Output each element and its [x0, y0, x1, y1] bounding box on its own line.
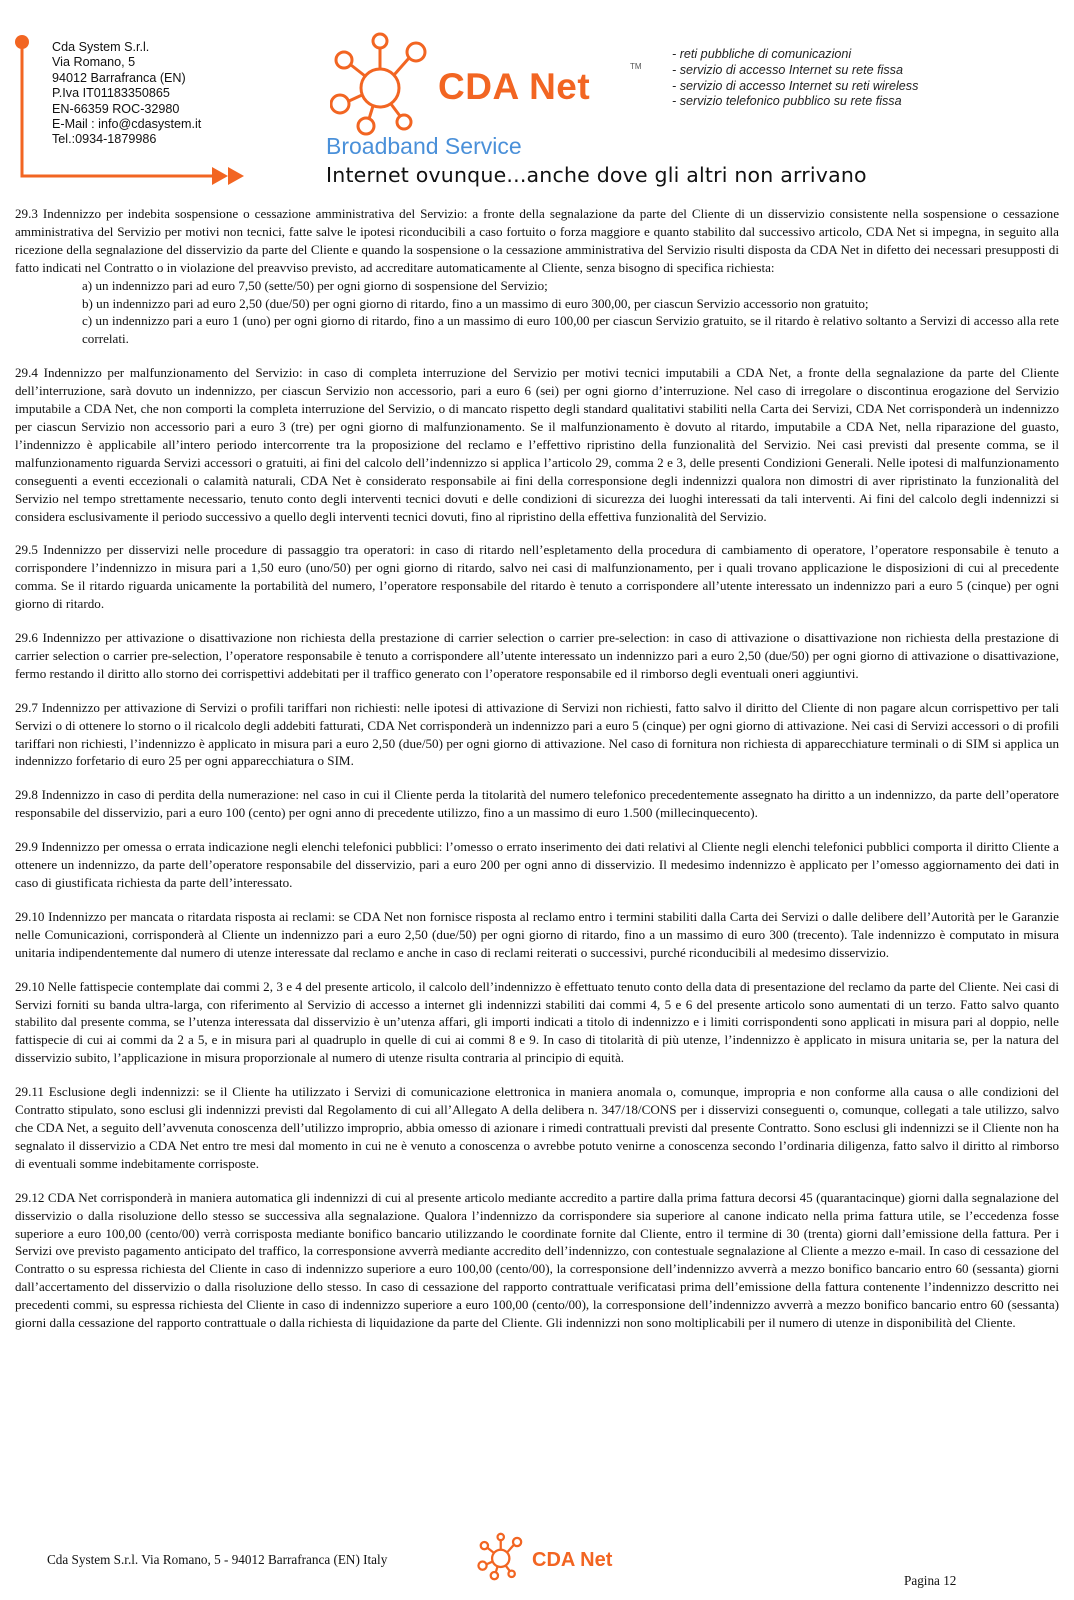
clause-29-10-fattispecie: 29.10 Nelle fattispecie contemplate dai commi 2, 3 e 4 del presente articolo, il calcolo dell’indennizzo è effettuato tenuto conto della data di presentazione del reclamo da parte del Cliente. Nei casi di Servizi forniti su banda ultra-larga, con riferimento al Servizio di accesso a internet gli indennizzi stabiliti dai commi 4, 5 e 6 del presente articolo sono aumentati di un terzo. Fatto salvo quanto stabilito dal presente comma, se l’utenza interessata dal disservizio è un’utenza affari, gli importi indicati a titolo di indennizzo e i limiti corrispondenti sono applicati in misura pari al doppio, nelle fattispecie di cui ai commi da 2 a 5, e in misura pari al quadruplo in quelle di cui ai commi 8 e 9. In caso di titolarità di più utenze, l’indennizzo è applicato in misura unitaria se, per la natura del disservizio subito, l’applicazione in misura proporzionale al numero di utenze risulta contraria al principio di equità. — [15, 978, 1059, 1066]
clause-29-6: 29.6 Indennizzo per attivazione o disattivazione non richiesta della prestazione di carrier selection o carrier pre-selection: in caso di attivazione o disattivazione non richiesta della prestazione di carrier selection o carrier pre-selection, l’operatore responsabile è tenuto a corrispondere all’utente interessato un indennizzo pari a euro 2,50 (due/50) per ogni giorno di attivazione o disattivazione, fermo restando il diritto allo storno dei corrispettivi addebitati per il traffico generato con l’operatore responsabile ed il rimborso degli eventuali oneri aggiuntivi. — [15, 630, 1059, 681]
clause-29-5: 29.5 Indennizzo per disservizi nelle procedure di passaggio tra operatori: in caso di ritardo nell’espletamento della procedura di cambiamento di operatore, l’operatore responsabile è tenuto a corrispondere l’indennizzo in misura pari a 1,50 euro (uno/50) per ogni giorno di ritardo, salvo nei casi di malfunzionamento, per i quali trovano applicazione le disposizioni di cui al precedente comma. Se il ritardo riguarda unicamente la portabilità del numero, l’operatore responsabile del ritardo è tenuto a corrispondere all’utente interessato un indennizzo pari a euro 5 (cinque) per ogni giorno di ritardo. — [15, 542, 1059, 612]
company-email: E-Mail : info@cdasystem.it — [52, 117, 202, 132]
service-item: - servizio di accesso Internet su rete fissa — [672, 62, 903, 77]
clause-29-11: 29.11 Esclusione degli indennizzi: se il Cliente ha utilizzato i Servizi di comunicazione elettronica in maniera anomala o, comunque, impropria e non conforme alla causa o alle condizioni del Contratto stipulato, sono esclusi gli indennizzi previsti dal Regolamento di cui all’Allegato A della delibera n. 347/18/CONS per i disservizi conseguenti o, comunque, collegati a tale utilizzo, salvo che CDA Net, a seguito dell’avvenuta conoscenza dell’utilizzo improprio, abbia omesso di azionare i rimedi contrattuali previsti dal presente Contratto. Sono esclusi gli indennizzi se il Cliente non ha segnalato il disservizio a CDA Net entro tre mesi dal momento in cui ne è venuto a conoscenza o avrebbe potuto venirne a conoscenza secondo l’ordinaria diligenza, fatto salvo il diritto al rimborso di eventuali somme indebitamente corrisposte. — [15, 1084, 1059, 1171]
clause-29-10-reclami: 29.10 Indennizzo per mancata o ritardata risposta ai reclami: se CDA Net non fornisce risposta al reclamo entro i termini stabiliti dalla Carta dei Servizi o dalle delibere dell’Autorità per le Garanzie nelle Comunicazioni, corrisponderà al Cliente un indennizzo pari a euro 2,50 (due/50) per ogni giorno di ritardo, fino a un massimo di euro 300 (trecento). Tale indennizzo è computato in misura unitaria indipendentemente dal numero di utenze interessate dal reclamo e anche in caso di reclami reiterati o successivi, purché riconducibili al medesimo disservizio. — [15, 908, 1059, 960]
company-registry: EN-66359 ROC-32980 — [52, 101, 180, 116]
clause-29-3-item-c: c) un indennizzo pari a euro 1 (uno) per ogni giorno di ritardo, fino a un massimo di euro 100,00 per ciascun Servizio gratuito, se il ritardo è relativo soltanto a Servizi di accesso alla rete correlati. — [82, 313, 1059, 347]
company-street: Via Romano, 5 — [52, 55, 136, 70]
service-item: - servizio di accesso Internet su reti wireless — [672, 78, 919, 93]
page-header — [0, 0, 1074, 200]
service-item: - reti pubbliche di comunicazioni — [672, 47, 852, 61]
page-number: Pagina 12 — [904, 1573, 957, 1588]
company-city: 94012 Barrafranca (EN) — [52, 70, 186, 85]
clause-29-3: 29.3 Indennizzo per indebita sospensione o cessazione amministrativa del Servizio: a fronte della segnalazione da parte del Cliente di un disservizio consistente nella sospensione o cessazione amministrativa del Servizio per motivi non tecnici, fatte salve le ipotesi riconducibili a caso fortuito o forza maggiore e quanto stabilito dal successivo articolo, CDA Net si impegna, in seguito alla ricezione della segnalazione del disservizio da parte del Cliente e quando la sospensione o la cessazione amministrativa del Servizio risulti disposta da CDA Net in difetto dei necessari presupposti di fatto indicati nel Contratto o in violazione del preavviso previsto, ad accreditare automaticamente al Cliente, senza bisogno di specifica richiesta: — [15, 206, 1059, 275]
clause-29-7: 29.7 Indennizzo per attivazione di Servizi o profili tariffari non richiesti: nelle ipotesi di attivazione di Servizi non richiesti, fatto salvo il diritto del Cliente di non pagare alcun corrispettivo per tali Servizi o di ottenere lo storno o il ricalcolo degli addebiti fatturati, CDA Net corrisponderà un indennizzo pari a euro 5 (cinque) per ogni giorno di attivazione. Nei casi di Servizi accessori o di profili tariffari non richiesti, l’indennizzo è applicato in misura pari a euro 2,50 (due/50) per ogni giorno di attivazione. Nel caso di fornitura non richiesta di apparecchiature terminali o di SIM si applica un indennizzo forfetario di euro 25 per ogni apparecchiatura o SIM. — [15, 699, 1059, 769]
clause-29-3-item-b: b) un indennizzo pari ad euro 2,50 (due/50) per ogni giorno di ritardo, fino a un massimo di euro 300,00, per ciascun Servizio accessorio non gratuito; — [82, 295, 869, 311]
clause-29-12: 29.12 CDA Net corrisponderà in maniera automatica gli indennizzi di cui al presente articolo mediante accredito a partire dalla prima fattura decorsi 45 (quarantacinque) giorni dalla segnalazione del disservizio o dalla risoluzione dello stesso se successiva alla segnalazione. Qualora l’indennizzo da corrispondere sia superiore al canone indicato nella prima fattura utile, se l’eccedenza fosse superiore a euro 100,00 (cento/00) verrà corrisposta mediante bonifico bancario utilizzando le coordinate fornite dal Cliente, entro il termine di 30 (trenta) giorni dall’emissione della fattura. Per i Servizi ove previsto pagamento anticipato del traffico, la corresponsione avverrà mediante accredito dell’indennizzo, con contestuale segnalazione al Cliente a mezzo e-mail. In caso di cessazione del Contratto o su espressa richiesta del Cliente in caso di indennizzo superiore a euro 100,00 (cento/00), la corresponsione dell’indennizzo avverrà a mezzo bonifico bancario entro 60 (sessanta) giorni dall’accertamento del disservizio o dalla risoluzione dello stesso. In caso di cessazione del rapporto contrattuale verificatasi prima dell’emissione della fattura contenente l’indennizzo descritto nei precedenti commi, su espressa richiesta del Cliente in caso di indennizzo superiore a euro 100,00 (cento/00), la corresponsione dell’indennizzo avverrà a mezzo bonifico bancario entro 60 (sessanta) giorni dalla cessazione del rapporto contrattuale o dalla richiesta di liquidazione da parte del Cliente. Gli indennizzi non sono moltiplicabili per il numero di utenze in disponibilità del Cliente. — [15, 1189, 1059, 1331]
clause-29-4: 29.4 Indennizzo per malfunzionamento del Servizio: in caso di completa interruzione del Servizio per motivi tecnici imputabili a CDA Net, a fronte della segnalazione da parte del Cliente dell’interruzione, sarà dovuto un indennizzo, per ciascun Servizio non accessorio, pari a euro 6 (sei) per ogni giorno d’interruzione. Nel caso di irregolare o discontinua erogazione del Servizio imputabile a CDA Net, che non comporti la completa interruzione del Servizio, o di mancato rispetto degli standard qualitativi stabiliti nella Carta dei Servizi, CDA Net corrisponderà un indennizzo per ciascun Servizio non accessorio pari a euro 3 (tre) per ogni giorno di malfunzionamento. Se il malfunzionamento è dovuto al ritardo, imputabile a CDA Net, nella riparazione del guasto, l’indennizzo è applicabile all’intero periodo intercorrente tra la proposizione del reclamo e l’effettivo ripristino della funzionalità del Servizio. Nei casi previsti dal presente comma, se il malfunzionamento riguarda Servizi accessori o gratuiti, ai fini del calcolo dell’indennizzo si applica l’articolo 29, comma 2 e 3, delle presenti Condizioni Generali. Nelle ipotesi di malfunzionamento conseguenti a eventi eccezionali o calamità naturali, CDA Net è considerato responsabile ai fini della corresponsione degli indennizzi qualora non dimostri di aver ripristinato la funzionalità del Servizio nel tempo strettamente necessario, tenuto conto degli interventi tecnici dovuti e delle condizioni di sicurezza dei luoghi interessati da tali interventi. Ai fini del calcolo degli indennizzi si considera esclusivamente il periodo successivo a quello degli interventi tecnici dovuti, fino al ripristino della effettiva funzionalità del Servizio. — [15, 365, 1059, 524]
footer-molecule-logo-icon — [475, 1532, 531, 1582]
document-body — [15, 205, 1059, 1348]
company-name: Cda System S.r.l. — [52, 40, 150, 54]
brand-tagline: Broadband Service — [326, 133, 522, 159]
company-info — [52, 40, 201, 148]
service-item: - servizio telefonico pubblico su rete fissa — [672, 94, 902, 109]
footer-address: Cda System S.r.l. Via Romano, 5 - 94012 Barrafranca (EN) Italy — [47, 1552, 388, 1567]
footer-brand: CDA Net — [532, 1549, 613, 1571]
services-list — [672, 47, 918, 110]
clause-29-8: 29.8 Indennizzo in caso di perdita della numerazione: nel caso in cui il Cliente perda la titolarità del numero telefonico precedentemente assegnato ha diritto a un indennizzo, da parte dell’operatore responsabile del disservizio, pari a euro 100 (cento) per ogni anno di precedente utilizzo, fino a un massimo di euro 1.500 (millecinquecento). — [15, 787, 1059, 821]
company-vat: P.Iva IT01183350865 — [52, 86, 170, 101]
clause-29-3-list — [15, 277, 1059, 349]
brand-slogan: Internet ovunque...anche dove gli altri non arrivano — [326, 163, 867, 187]
brand-name: CDA Net — [438, 66, 591, 107]
clause-29-9: 29.9 Indennizzo per omessa o errata indicazione negli elenchi telefonici pubblici: l’omesso o errato inserimento dei dati relativi al Cliente negli elenchi telefonici pubblici comporta il diritto Cliente a ottenere un indennizzo, da parte dell’operatore responsabile del disservizio, pari a euro 200 per ogni anno di disservizio. Il medesimo indennizzo è applicato per l’omesso aggiornamento dei dati in caso di giustificata richiesta da parte dell’interessato. — [15, 839, 1059, 890]
brand-trademark: TM — [630, 62, 642, 71]
cdanet-molecule-logo-icon — [330, 30, 440, 140]
clause-29-3-item-a: a) un indennizzo pari ad euro 7,50 (sette/50) per ogni giorno di sospensione del Servizio; — [82, 277, 548, 293]
company-phone: Tel.:0934-1879986 — [52, 132, 157, 147]
